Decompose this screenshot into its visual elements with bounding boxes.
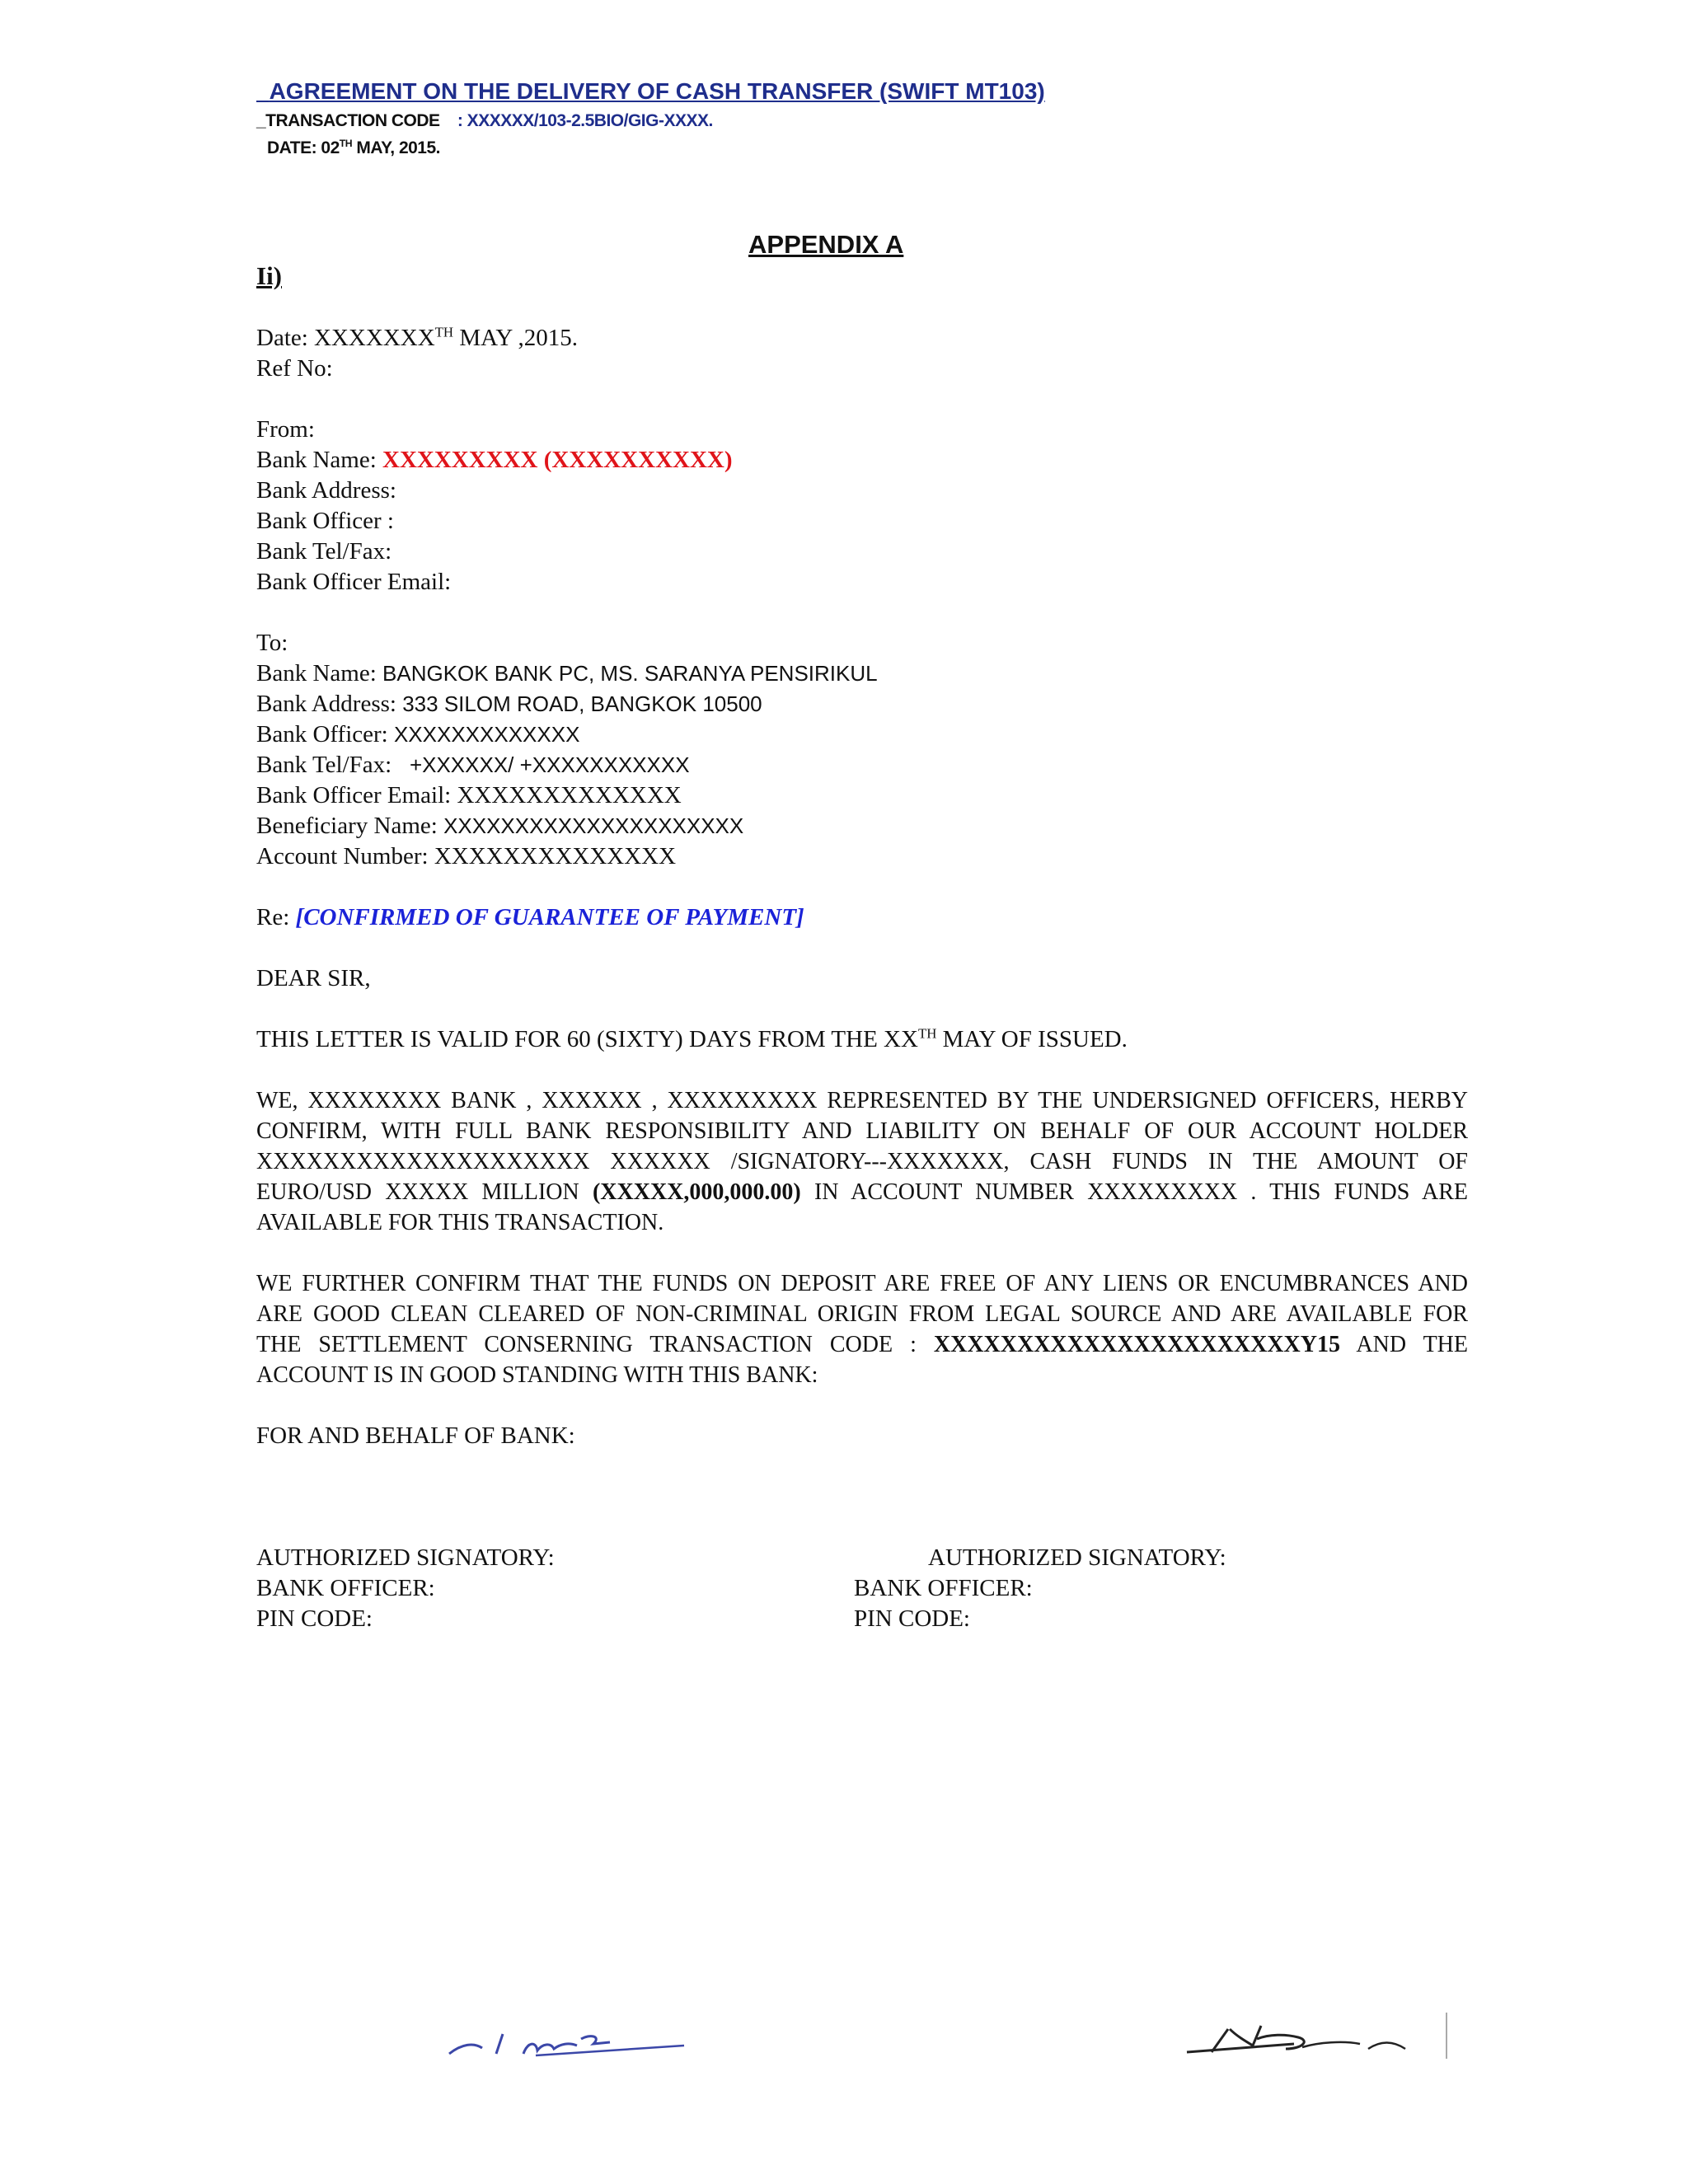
- subject-text: [CONFIRMED OF GUARANTEE OF PAYMENT]: [295, 904, 804, 930]
- transaction-code-line: [256, 110, 713, 133]
- paragraph-line: AVAILABLE FOR THIS TRANSACTION.: [256, 1210, 664, 1235]
- salutation: DEAR SIR,: [256, 965, 371, 991]
- paragraph-line: ACCOUNT IS IN GOOD STANDING WITH THIS BANK:: [256, 1362, 818, 1388]
- to-officer-email: Bank Officer Email: XXXXXXXXXXXXX: [256, 782, 682, 808]
- right-bank-officer: BANK OFFICER:: [854, 1575, 1033, 1601]
- paragraph-line: EURO/USD XXXXX MILLION (XXXXX,000,000.00) IN ACCOUNT NUMBER XXXXXXXXX . THIS FUNDS ARE: [256, 1179, 1468, 1205]
- validity-line: THIS LETTER IS VALID FOR 60 (SIXTY) DAYS FROM THE XXTH MAY OF ISSUED.: [256, 1025, 1128, 1052]
- from-bank-name-value: XXXXXXXXX (XXXXXXXXXX): [382, 447, 733, 473]
- left-pin-code: PIN CODE:: [256, 1605, 373, 1632]
- letter-date: Date: XXXXXXXTH MAY ,2015.: [256, 324, 579, 351]
- subject-line: Re: [CONFIRMED OF GUARANTEE OF PAYMENT]: [256, 904, 804, 930]
- paragraph-line: WE FURTHER CONFIRM THAT THE FUNDS ON DEPOSIT ARE FREE OF ANY LIENS OR ENCUMBRANCES AND: [256, 1271, 1468, 1296]
- right-pin-code: PIN CODE:: [854, 1605, 970, 1632]
- to-bank-address: Bank Address: 333 SILOM ROAD, BANGKOK 10500: [256, 691, 762, 717]
- transaction-code-label: _TRANSACTION CODE: [256, 111, 440, 130]
- ref-no: Ref No:: [256, 355, 333, 382]
- paragraph-line: CONFIRM, WITH FULL BANK RESPONSIBILITY AND LIABILITY ON BEHALF OF OUR ACCOUNT HOLDER: [256, 1118, 1468, 1144]
- paragraph-line: XXXXXXXXXXXXXXXXXXXX XXXXXX /SIGNATORY---XXXXXXX, CASH FUNDS IN THE AMOUNT OF: [256, 1149, 1468, 1174]
- to-bank-name: Bank Name: BANGKOK BANK PC, MS. SARANYA PENSIRIKUL: [256, 660, 878, 687]
- from-label: From:: [256, 416, 315, 443]
- to-label: To:: [256, 630, 288, 656]
- left-signature: [445, 2011, 692, 2060]
- from-bank-name: Bank Name: XXXXXXXXX (XXXXXXXXXX): [256, 447, 733, 473]
- right-signature: [1179, 2004, 1451, 2062]
- right-authorized-signatory: AUTHORIZED SIGNATORY:: [928, 1544, 1226, 1571]
- left-bank-officer: BANK OFFICER:: [256, 1575, 435, 1601]
- agreement-title: AGREEMENT ON THE DELIVERY OF CASH TRANSFER (SWIFT MT103): [269, 78, 1045, 104]
- account-number: Account Number: XXXXXXXXXXXXXX: [256, 843, 677, 869]
- paragraph-line: ARE GOOD CLEAN CLEARED OF NON-CRIMINAL ORIGIN FROM LEGAL SOURCE AND ARE AVAILABLE FOR: [256, 1301, 1468, 1327]
- paragraph-line: THE SETTLEMENT CONSERNING TRANSACTION CODE : XXXXXXXXXXXXXXXXXXXXXXY15 AND THE: [256, 1332, 1468, 1357]
- transaction-code-value: : XXXXXX/103-2.5BIO/GIG-XXXX.: [457, 111, 713, 130]
- behalf-line: FOR AND BEHALF OF BANK:: [256, 1422, 575, 1449]
- from-bank-address: Bank Address:: [256, 477, 396, 504]
- appendix-heading: APPENDIX A: [748, 230, 904, 259]
- paragraph-line: WE, XXXXXXXX BANK , XXXXXX , XXXXXXXXX REPRESENTED BY THE UNDERSIGNED OFFICERS, HERBY: [256, 1088, 1468, 1113]
- left-authorized-signatory: AUTHORIZED SIGNATORY:: [256, 1544, 555, 1571]
- from-bank-telfax: Bank Tel/Fax:: [256, 538, 392, 565]
- from-officer-email: Bank Officer Email:: [256, 569, 452, 595]
- from-bank-officer: Bank Officer :: [256, 508, 394, 534]
- section-number: Ii): [256, 261, 282, 290]
- header-date-line: DATE: 02TH MAY, 2015.: [267, 138, 440, 157]
- to-bank-officer: Bank Officer: XXXXXXXXXXXXX: [256, 721, 580, 748]
- to-bank-telfax: Bank Tel/Fax: +XXXXXX/ +XXXXXXXXXXX: [256, 752, 690, 778]
- beneficiary-name: Beneficiary Name: XXXXXXXXXXXXXXXXXXXXX: [256, 813, 744, 839]
